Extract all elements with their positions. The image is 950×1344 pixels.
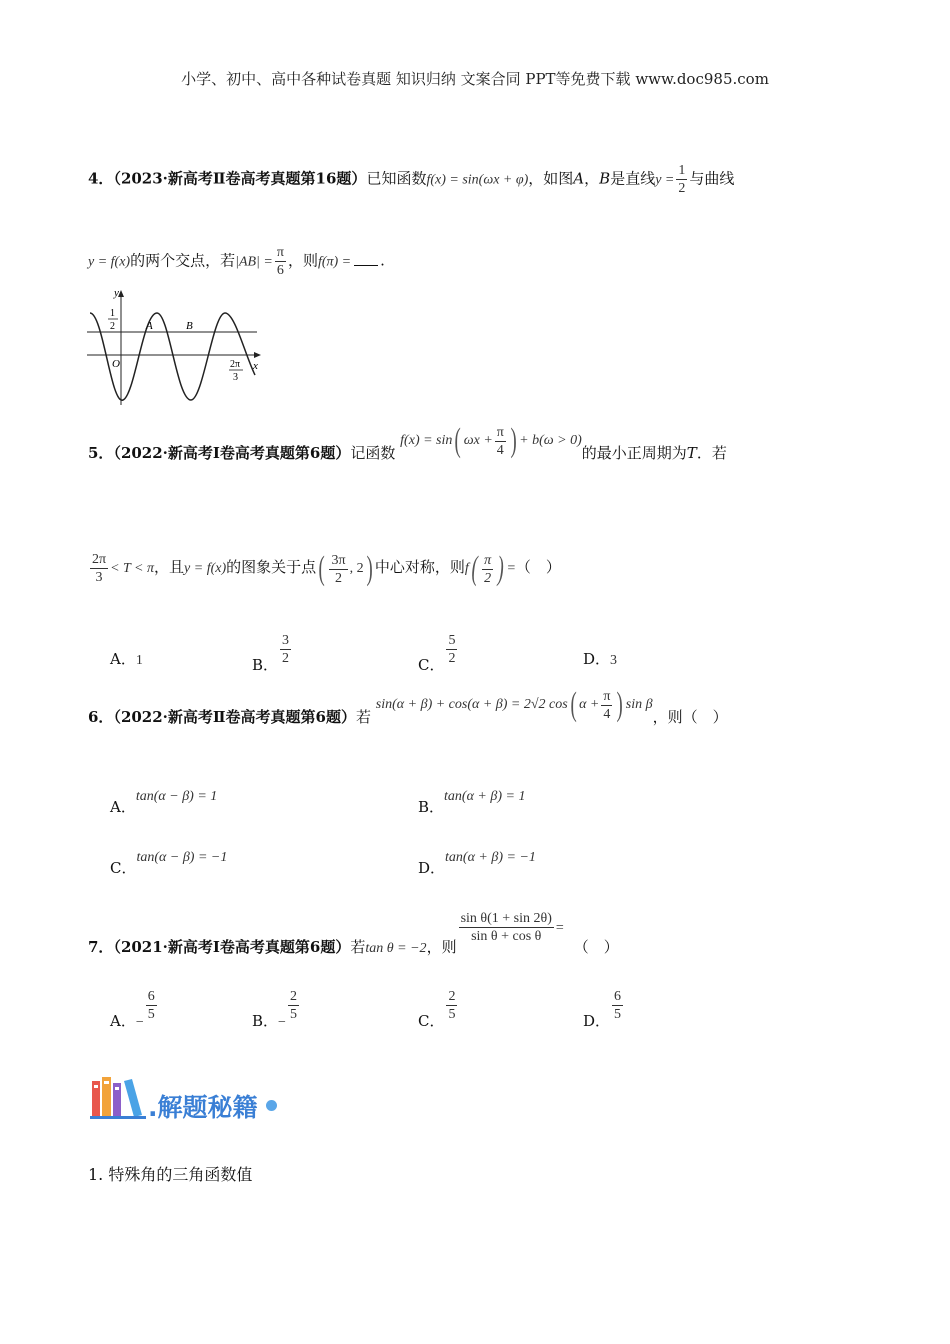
sine-graph <box>85 285 265 410</box>
math-expression: < T < π <box>110 561 155 577</box>
question-text: ，如图 <box>528 169 574 188</box>
question-text: 若 <box>356 708 372 727</box>
question-number: 5． <box>88 444 114 463</box>
question-text: ．若 <box>696 444 727 463</box>
question-text: 是直线 <box>610 169 656 188</box>
question-text: 的图象关于点 <box>226 558 317 577</box>
fraction: $\frac{\pi}{6}$ <box>276 245 284 278</box>
option-c[interactable]: C． $\frac{5}{2}$ <box>418 633 456 674</box>
question-source: （2021·新高考Ⅰ卷高考真题第6题） <box>113 937 351 956</box>
x-tick-num: 2π <box>230 359 241 370</box>
point-a-label: A <box>146 320 153 332</box>
option-c[interactable]: C．tan(α − β) = −1 <box>110 850 228 877</box>
question-text: . <box>380 251 385 270</box>
question-text: 若 <box>350 937 366 956</box>
point-label-a: A <box>573 169 585 188</box>
question-text: ，则 <box>426 937 457 956</box>
question-4-line-1 <box>88 162 734 197</box>
option-a[interactable]: A．1 <box>110 650 143 668</box>
math-expression: f(x) = sin( ωx + $\frac{\pi}{4}$ ) + b(ω > 0) <box>400 422 582 459</box>
origin-label: O <box>112 358 120 370</box>
books-icon <box>90 1075 148 1119</box>
option-b[interactable]: B． $\frac{3}{2}$ <box>252 633 290 674</box>
x-axis-arrow <box>254 352 261 358</box>
question-text: ，且 <box>154 558 185 577</box>
section-point-1: 1. 特殊角的三角函数值 <box>88 1165 253 1184</box>
question-text: 的最小正周期为 <box>581 444 687 463</box>
question-text: ，则（ ） <box>652 708 728 727</box>
option-a[interactable]: A．tan(α − β) = 1 <box>110 789 218 816</box>
x-axis-label: x <box>253 360 258 372</box>
question-source: （2022·新高考Ⅱ卷高考真题第6题） <box>113 708 356 727</box>
question-text: 的两个交点，若 <box>130 251 236 270</box>
math-expression: f(x) = sin(ωx + φ) <box>426 172 529 188</box>
y-tick-num: 1 <box>110 308 115 319</box>
math-expression: f( $\frac{\pi}{2}$ ) = <box>464 550 516 587</box>
question-number: 7． <box>88 937 114 956</box>
answer-parentheses: （ ） <box>573 937 619 956</box>
question-7-line <box>88 910 619 956</box>
answer-blank[interactable] <box>354 255 378 266</box>
question-6-line <box>88 686 728 738</box>
math-expression: sin(α + β) + cos(α + β) = 2√2 cos( α + $\frac{\pi}{4}$ ) sin β <box>375 686 653 723</box>
y-tick-den: 2 <box>110 321 115 332</box>
question-text: ，则 <box>287 251 318 270</box>
question-5-line-1 <box>88 422 727 474</box>
fraction: $\frac{1}{2}$ <box>678 163 686 196</box>
option-d[interactable]: D． $\frac{6}{5}$ <box>583 989 622 1030</box>
option-a[interactable]: A．− $\frac{6}{5}$ <box>110 989 155 1030</box>
question-text: 中心对称，则 <box>374 558 465 577</box>
page-header: 小学、初中、高中各种试卷真题 知识归纳 文案合同 PPT等免费下载 www.doc985.com <box>181 70 769 88</box>
question-text: 已知函数 <box>366 169 427 188</box>
math-expression: f(π) = <box>317 254 352 270</box>
math-variable: T <box>686 444 697 463</box>
y-axis-label: y <box>114 287 119 299</box>
x-tick-den: 3 <box>233 372 238 383</box>
option-b[interactable]: B．tan(α + β) = 1 <box>418 789 526 816</box>
option-c[interactable]: C． $\frac{2}{5}$ <box>418 989 456 1030</box>
fraction: $\frac{2\pi}{3}$ <box>92 551 107 585</box>
question-source: （2023·新高考Ⅱ卷高考真题第16题） <box>113 169 367 188</box>
math-expression: tan θ = −2 <box>365 940 427 956</box>
question-5-line-2 <box>88 550 561 588</box>
math-equals: = <box>555 920 564 936</box>
math-expression: y = f(x) <box>184 561 227 577</box>
section-title: .解题秘籍 <box>148 1093 258 1122</box>
y-axis-arrow <box>118 290 124 297</box>
point-b-label: B <box>186 320 193 332</box>
question-number: 6． <box>88 708 114 727</box>
option-b[interactable]: B．− $\frac{2}{5}$ <box>252 989 297 1030</box>
point-label-b: B <box>599 169 611 188</box>
math-expression: y = f(x) <box>88 254 131 270</box>
math-expression: y = <box>655 172 675 188</box>
question-4-line-2 <box>88 244 385 279</box>
question-text: ， <box>584 169 600 188</box>
decorative-dot <box>266 1100 277 1111</box>
question-number: 4． <box>88 169 114 188</box>
fraction: $\frac{\text{sin θ(1 + sin 2θ)}}{\text{sin θ + cos θ}}$ <box>460 911 552 944</box>
math-expression: |AB| = <box>235 254 273 270</box>
math-point: ( $\frac{3\pi}{2}$ , 2) <box>318 550 373 587</box>
question-source: （2022·新高考Ⅰ卷高考真题第6题） <box>113 444 351 463</box>
question-text: 记函数 <box>350 444 396 463</box>
question-text: 与曲线 <box>689 169 735 188</box>
option-d[interactable]: D．3 <box>583 650 618 668</box>
option-d[interactable]: D．tan(α + β) = −1 <box>418 850 536 877</box>
answer-parentheses: （ ） <box>515 558 561 577</box>
